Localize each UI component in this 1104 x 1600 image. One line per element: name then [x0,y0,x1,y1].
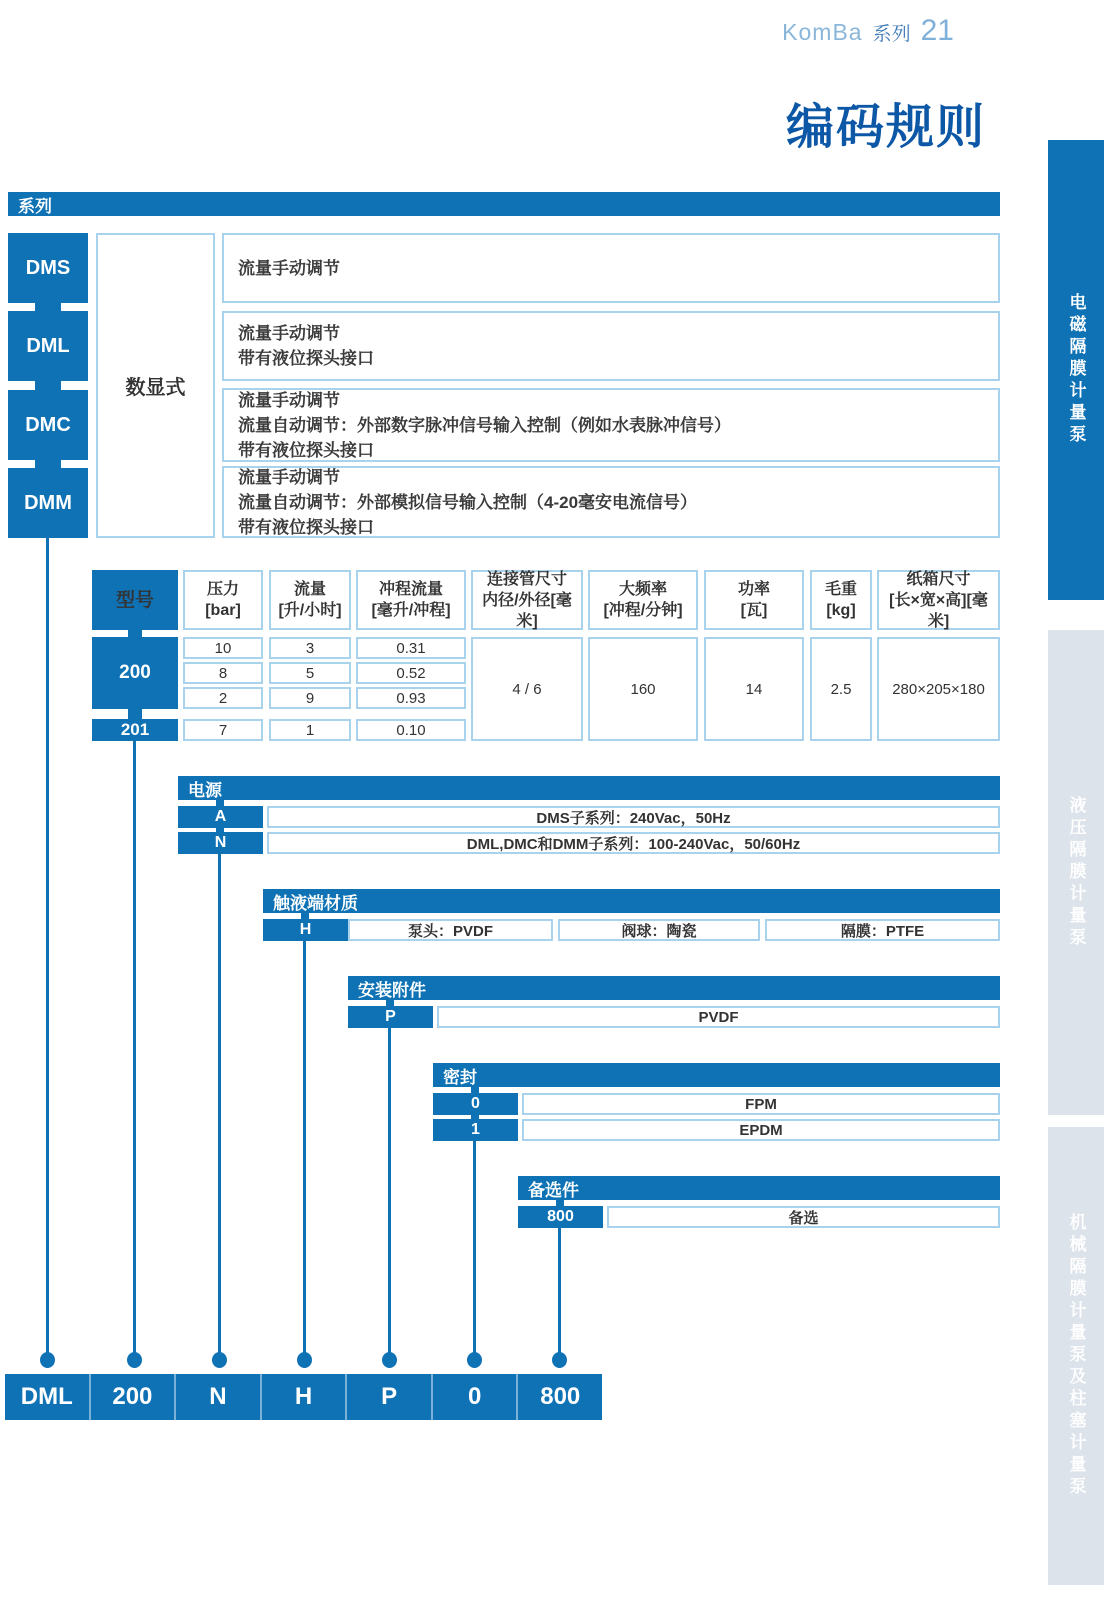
spec-model-200: 200 [92,637,178,709]
code-segment-options: 800 [516,1374,602,1420]
series-desc-dmc [222,388,1000,462]
display-type-cell: 数显式 [96,233,215,538]
options-header-label: 备选件 [528,1180,579,1200]
spec-cell: 10 [183,637,263,659]
mounting-header-bar [348,976,1000,1000]
seal-value-epdm: EPDM [522,1119,1000,1141]
connector-dot [297,1352,312,1368]
series-key-dmm: DMM [8,468,88,538]
desc-line: 流量手动调节 [238,258,340,278]
sidebar-tab-solenoid-diaphragm-pump[interactable]: 电磁隔膜计量泵 [1048,140,1104,600]
connector-line-wetted [303,941,306,1360]
connector-dot [127,1352,142,1368]
series-header-label: 系列 [18,196,52,216]
brand-suffix: 系列 [872,24,911,45]
spec-header-pipe [471,570,583,630]
mounting-key-p: P [348,1006,433,1028]
series-key-dml: DML [8,311,88,381]
spec-cell: 2 [183,687,263,709]
spec-connector-stub [128,709,142,719]
code-segment-model: 200 [89,1374,175,1420]
spec-shared-pipe: 4 / 6 [471,637,583,741]
connector-line-mounting [388,1028,391,1360]
seal-key-0: 0 [433,1093,518,1115]
code-segment-power: N [174,1374,260,1420]
seal-header-bar [433,1063,1000,1087]
page-number: 21 [920,14,954,47]
desc-line: 带有液位探头接口 [238,349,374,368]
connector-line-options [558,1228,561,1360]
power-header-bar [178,776,1000,800]
series-desc-dms [222,233,1000,303]
options-key-800: 800 [518,1206,603,1228]
header-line: 流量 [293,581,326,598]
spec-model-201: 201 [92,719,178,741]
header-line: [bar] [205,602,241,619]
header-line: 纸箱尺寸 [906,570,971,588]
wetted-header-bar [263,889,1000,913]
header-line: [长×宽×高][毫米] [889,591,988,630]
spec-cell: 0.93 [356,687,466,709]
spec-header-model: 型号 [92,570,178,630]
series-desc-dmm [222,466,1000,538]
power-key-a: A [178,806,263,828]
wetted-value-pump-head: 泵头：PVDF [348,919,553,941]
header-line: 压力 [206,581,239,598]
connector-line-seal [473,1141,476,1360]
sidebar-tab-mechanical-plunger-pump[interactable]: 机械隔膜计量泵及柱塞计量泵 [1048,1127,1104,1585]
series-connector-stub [35,460,61,468]
desc-line: 流量手动调节 [238,390,340,410]
series-key-dmc: DMC [8,390,88,460]
seal-value-fpm: FPM [522,1093,1000,1115]
options-header-bar [518,1176,1000,1200]
page-header [782,14,954,48]
connector-dot [552,1352,567,1368]
spec-header-stroke-flow [356,570,466,630]
spec-cell: 9 [269,687,351,709]
spec-cell: 5 [269,662,351,684]
connector-line-series [46,538,49,1360]
code-segment-mounting: P [345,1374,431,1420]
desc-line: 流量手动调节 [238,324,340,343]
mounting-header-label: 安装附件 [358,980,426,1000]
header-line: 毛重 [824,581,857,598]
connector-dot [382,1352,397,1368]
header-line: [瓦] [740,602,768,619]
brand-name: KomBa [782,19,863,45]
spec-header-pressure [183,570,263,630]
header-line: [升/小时] [278,602,342,619]
connector-dot [467,1352,482,1368]
power-header-label: 电源 [188,780,222,800]
spec-cell: 0.52 [356,662,466,684]
wetted-key-h: H [263,919,348,941]
connector-line-power [218,854,221,1360]
desc-line: 带有液位探头接口 [238,517,374,537]
wetted-value-diaphragm: 隔膜：PTFE [765,919,1000,941]
spec-connector-stub [128,630,142,637]
seal-key-1: 1 [433,1119,518,1141]
spec-shared-weight: 2.5 [810,637,872,741]
spec-cell: 0.31 [356,637,466,659]
spec-shared-carton: 280×205×180 [877,637,1000,741]
header-line: [冲程/分钟] [603,602,683,619]
spec-shared-power: 14 [704,637,804,741]
order-code-bar [5,1374,602,1420]
spec-header-carton [877,570,1000,630]
spec-header-weight [810,570,872,630]
mounting-value: PVDF [437,1006,1000,1028]
power-value-n: DML,DMC和DMM子系列：100-240Vac，50/60Hz [267,832,1000,854]
spec-header-power [704,570,804,630]
power-value-a: DMS子系列：240Vac，50Hz [267,806,1000,828]
wetted-value-valve-ball: 阀球：陶瓷 [558,919,760,941]
header-line: 内径/外径[毫米] [482,591,572,630]
series-desc-dml [222,311,1000,381]
spec-header-frequency [588,570,698,630]
series-key-dms: DMS [8,233,88,303]
spec-shared-frequency: 160 [588,637,698,741]
wetted-header-label: 触液端材质 [273,893,358,913]
spec-cell: 0.10 [356,719,466,741]
connector-dot [212,1352,227,1368]
code-segment-wetted: H [260,1374,346,1420]
header-line: 连接管尺寸 [486,570,567,588]
header-line: 冲程流量 [378,581,443,598]
seal-header-label: 密封 [443,1067,477,1087]
desc-line: 带有液位探头接口 [238,440,374,460]
connector-dot [40,1352,55,1368]
spec-cell: 7 [183,719,263,741]
spec-cell: 3 [269,637,351,659]
spec-cell: 8 [183,662,263,684]
spec-cell: 1 [269,719,351,741]
power-key-n: N [178,832,263,854]
series-connector-stub [35,303,61,311]
page-title: 编码规则 [785,101,986,154]
code-segment-series: DML [20,1383,73,1410]
code-segment-seal: 0 [431,1374,517,1420]
sidebar-tab-hydraulic-diaphragm-pump[interactable]: 液压隔膜计量泵 [1048,630,1104,1115]
header-line: [毫升/冲程] [371,602,451,619]
connector-line-model [133,741,136,1360]
spec-header-flow [269,570,351,630]
header-line: 大频率 [618,581,667,598]
desc-line: 流量自动调节：外部数字脉冲信号输入控制（例如水表脉冲信号） [238,415,731,435]
options-value: 备选 [607,1206,1000,1228]
desc-line: 流量自动调节：外部模拟信号输入控制（4-20毫安电流信号） [238,492,698,512]
header-line: 功率 [737,581,770,598]
series-connector-stub [35,381,61,390]
header-line: [kg] [826,602,856,619]
series-header-bar [8,192,1000,216]
desc-line: 流量手动调节 [238,467,340,487]
